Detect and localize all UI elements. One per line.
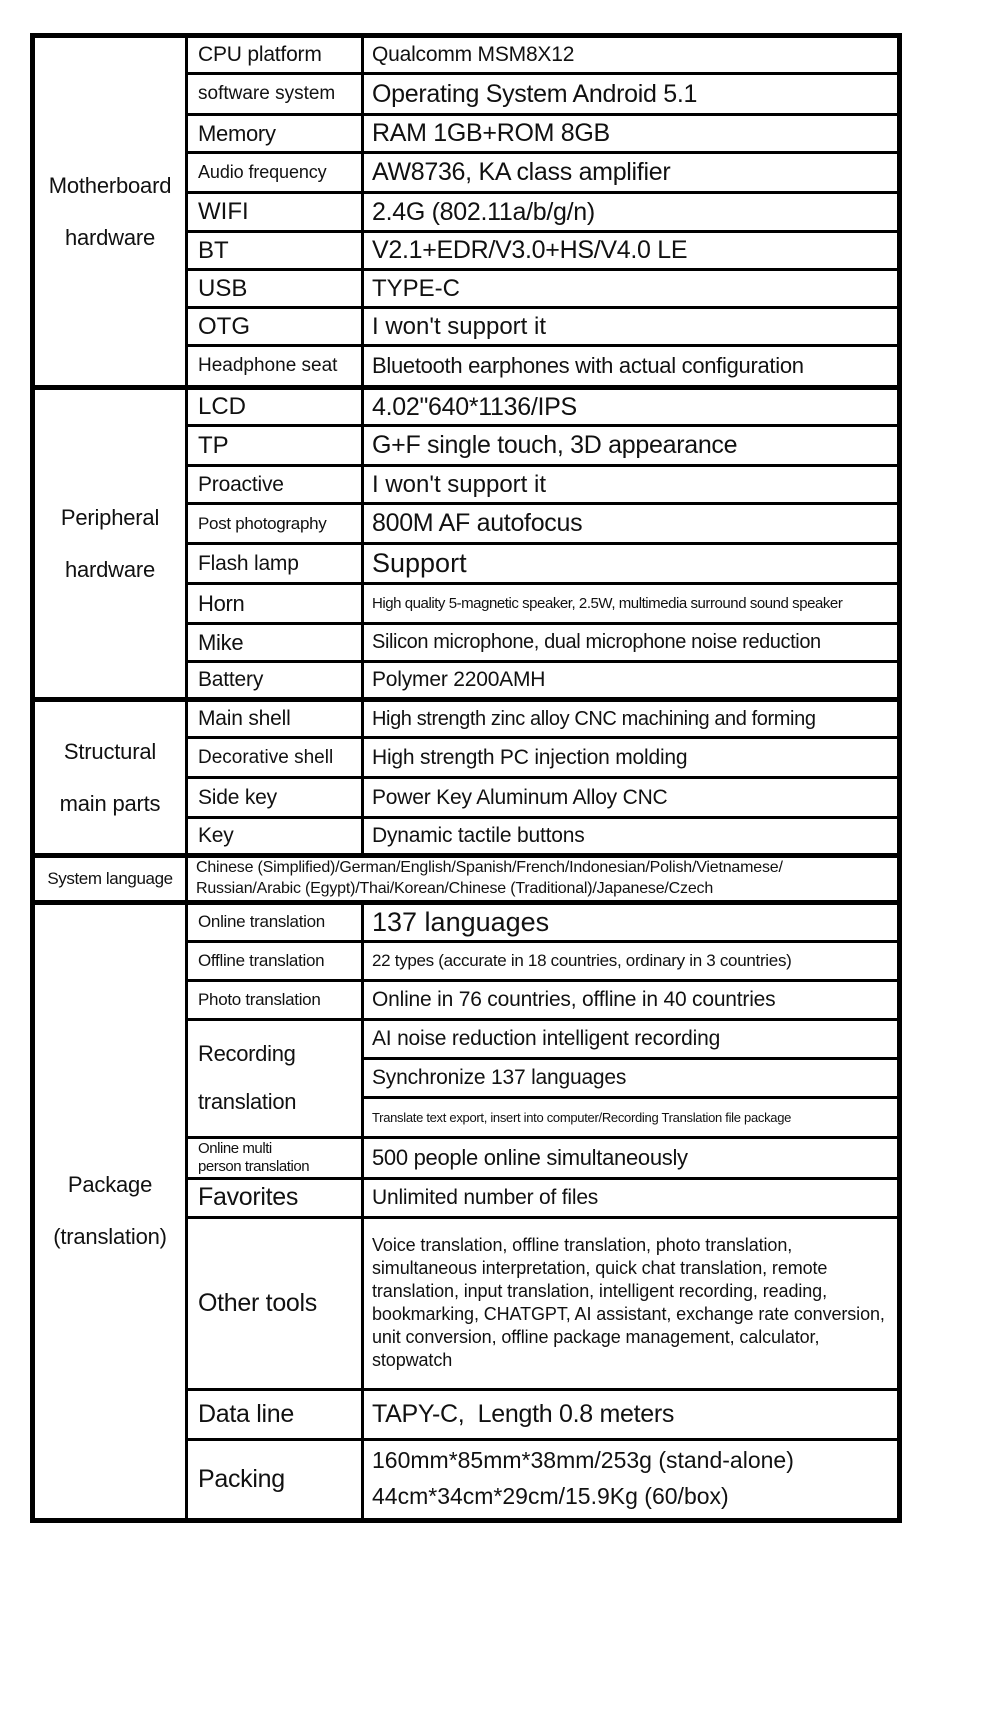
table-row [33,36,900,74]
spec-value-system-language [187,856,900,903]
spec-value-favorites: Unlimited number of files [363,1178,900,1217]
spec-value-software-system: Operating System Android 5.1 [363,74,900,115]
spec-label-system-language: System language [33,856,187,903]
spec-table [30,33,902,1523]
spec-value-mike: Silicon microphone, dual microphone noise reduction [363,624,900,662]
spec-label-other-tools: Other tools [187,1217,363,1389]
label-line: person translation [198,1157,310,1175]
spec-label-software-system: software system [187,74,363,115]
spec-value-recording-2: Synchronize 137 languages [363,1058,900,1097]
category-line: Structural [63,738,157,764]
system-language-line: Russian/Arabic (Egypt)/Thai/Korean/Chinese (Traditional)/Japanese/Czech [196,879,714,897]
spec-label-online-multi-person-translation [187,1137,363,1178]
spec-label-usb: USB [187,270,363,308]
spec-label-recording-translation [187,1019,363,1137]
system-language-line: Chinese (Simplified)/German/English/Spanish/French/Indonesian/Polish/Vietnamese/ [196,859,783,876]
spec-label-otg: OTG [187,308,363,346]
label-line: translation [198,1089,297,1115]
spec-label-main-shell: Main shell [187,700,363,738]
spec-value-proactive: I won't support it [363,466,900,504]
packing-line: 160mm*85mm*38mm/253g (stand-alone) [372,1447,794,1474]
category-line: Package [67,1172,153,1198]
spec-value-wifi: 2.4G (802.11a/b/g/n) [363,193,900,232]
spec-label-side-key: Side key [187,778,363,818]
spec-value-main-shell: High strength zinc alloy CNC machining and forming [363,700,900,738]
category-package-translation [33,902,187,1520]
spec-label-mike: Mike [187,624,363,662]
spec-value-headphone-seat: Bluetooth earphones with actual configuration [363,346,900,388]
spec-value-online-multi-person-translation: 500 people online simultaneously [363,1137,900,1178]
category-line: hardware [64,556,156,582]
spec-label-bt: BT [187,232,363,270]
spec-value-tp: G+F single touch, 3D appearance [363,426,900,466]
spec-value-recording-1: AI noise reduction intelligent recording [363,1019,900,1058]
spec-label-favorites: Favorites [187,1178,363,1217]
label-line: Online multi [198,1139,272,1157]
spec-label-audio-frequency: Audio frequency [187,153,363,193]
spec-label-cpu-platform: CPU platform [187,36,363,74]
spec-value-data-line: TAPY-C, Length 0.8 meters [363,1389,900,1439]
spec-value-lcd: 4.02"640*1136/IPS [363,388,900,426]
spec-label-tp: TP [187,426,363,466]
category-line: (translation) [53,1224,167,1250]
spec-value-battery: Polymer 2200AMH [363,662,900,700]
spec-value-horn: High quality 5-magnetic speaker, 2.5W, multimedia surround sound speaker [363,584,900,624]
packing-line: 44cm*34cm*29cm/15.9Kg (60/box) [372,1483,729,1510]
category-line: Peripheral [60,504,160,530]
spec-label-lcd: LCD [187,388,363,426]
spec-label-horn: Horn [187,584,363,624]
spec-label-post-photography: Post photography [187,504,363,544]
spec-label-data-line: Data line [187,1389,363,1439]
spec-label-memory: Memory [187,115,363,153]
spec-value-packing [363,1439,900,1520]
spec-value-bt: V2.1+EDR/V3.0+HS/V4.0 LE [363,232,900,270]
spec-label-offline-translation: Offline translation [187,941,363,980]
spec-value-otg: I won't support it [363,308,900,346]
spec-value-photo-translation: Online in 76 countries, offline in 40 countries [363,980,900,1019]
spec-value-memory: RAM 1GB+ROM 8GB [363,115,900,153]
spec-label-flash-lamp: Flash lamp [187,544,363,584]
category-line: hardware [64,224,156,250]
spec-value-decorative-shell: High strength PC injection molding [363,738,900,778]
spec-label-headphone-seat: Headphone seat [187,346,363,388]
spec-value-cpu-platform: Qualcomm MSM8X12 [363,36,900,74]
table-row [33,856,900,903]
spec-value-audio-frequency: AW8736, KA class amplifier [363,153,900,193]
category-line: Motherboard [48,172,172,198]
spec-label-online-translation: Online translation [187,902,363,941]
table-row [33,902,900,941]
spec-value-other-tools: Voice translation, offline translation, photo translation, simultaneous interpretation, quick chat translation, remote translation, input translation, intelligent recording, reading, bookmarking, CHATGPT, AI assistant, exchange rate conversion, unit conversion, offline package management, calculator, stopwatch [363,1217,900,1389]
spec-value-offline-translation: 22 types (accurate in 18 countries, ordinary in 3 countries) [363,941,900,980]
category-line: main parts [59,790,161,816]
spec-label-packing: Packing [187,1439,363,1520]
spec-label-photo-translation: Photo translation [187,980,363,1019]
spec-label-key: Key [187,818,363,856]
spec-label-battery: Battery [187,662,363,700]
spec-value-side-key: Power Key Aluminum Alloy CNC [363,778,900,818]
spec-label-decorative-shell: Decorative shell [187,738,363,778]
table-row [33,388,900,426]
spec-value-post-photography: 800M AF autofocus [363,504,900,544]
spec-value-usb: TYPE-C [363,270,900,308]
spec-value-key: Dynamic tactile buttons [363,818,900,856]
category-motherboard-hardware [33,36,187,388]
table-row [33,700,900,738]
spec-value-flash-lamp: Support [363,544,900,584]
spec-value-online-translation: 137 languages [363,902,900,941]
spec-value-recording-3: Translate text export, insert into computer/Recording Translation file package [363,1097,900,1137]
category-structural-main-parts [33,700,187,856]
label-line: Recording [198,1041,296,1067]
category-peripheral-hardware [33,388,187,700]
spec-label-wifi: WIFI [187,193,363,232]
spec-label-proactive: Proactive [187,466,363,504]
